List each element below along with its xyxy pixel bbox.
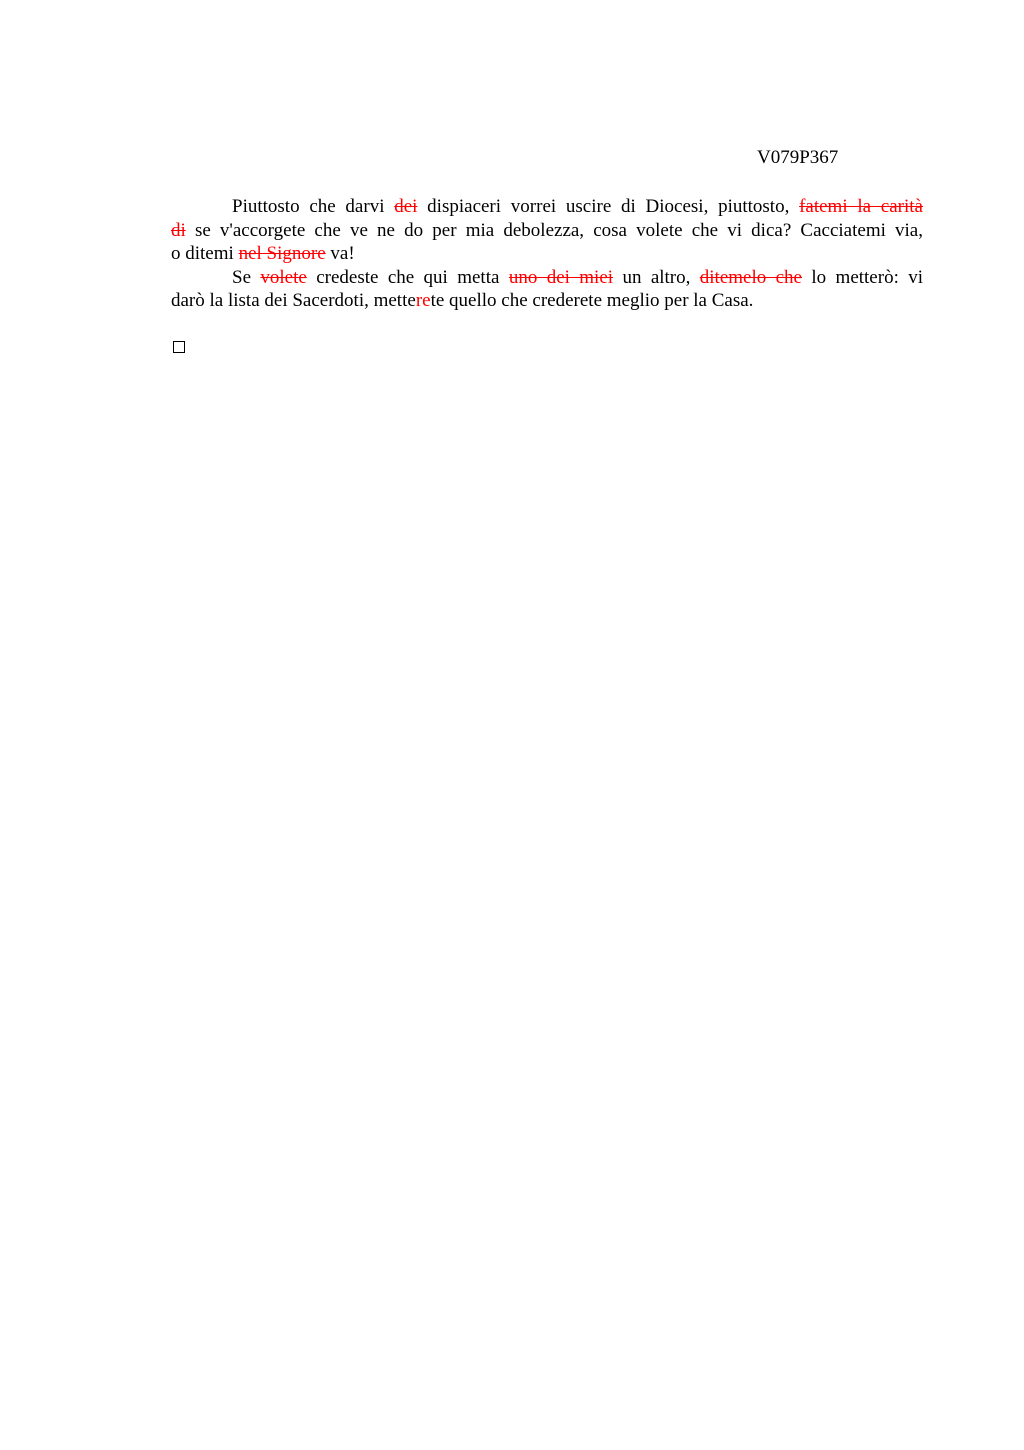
text-segment: se v'accorgete che ve ne do per mia debolezza, cosa volete che vi dica? Cacciatemi via, <box>185 219 923 241</box>
struck-text: di <box>171 219 186 241</box>
paragraph-2 <box>171 266 923 313</box>
text-segment: lo metterò: vi <box>802 266 924 288</box>
struck-text: uno dei miei <box>508 266 614 288</box>
struck-text: nel Signore <box>238 243 326 264</box>
struck-text: dei <box>394 196 418 217</box>
text-segment: dispiaceri vorrei uscire di Diocesi, piuttosto, <box>417 196 800 217</box>
page-code: V079P367 <box>757 147 839 168</box>
text-segment: Piuttosto che darvi <box>232 196 395 217</box>
checkbox[interactable] <box>173 341 185 353</box>
paragraph-1 <box>171 195 923 266</box>
paragraph-1-line-1 <box>171 195 923 219</box>
paragraph-2-line-2 <box>171 289 923 313</box>
paragraph-2-line-1 <box>171 266 923 290</box>
paragraph-1-line-2 <box>171 219 923 243</box>
text-segment: o ditemi <box>171 243 239 264</box>
struck-text: volete <box>260 266 307 288</box>
text-segment: un altro, <box>613 266 700 288</box>
text-segment: Se <box>232 266 261 288</box>
text-segment: te quello che crederete meglio per la Casa. <box>430 290 754 311</box>
text-segment: va! <box>325 243 355 264</box>
paragraph-1-line-3 <box>171 242 923 266</box>
letter-body <box>171 195 923 313</box>
text-segment: darò la lista dei Sacerdoti, mette <box>171 290 416 311</box>
struck-text: ditemelo che <box>699 266 802 288</box>
text-segment: credeste che qui metta <box>306 266 509 288</box>
inserted-text: re <box>415 290 431 311</box>
struck-text: fatemi la carità <box>799 196 923 217</box>
